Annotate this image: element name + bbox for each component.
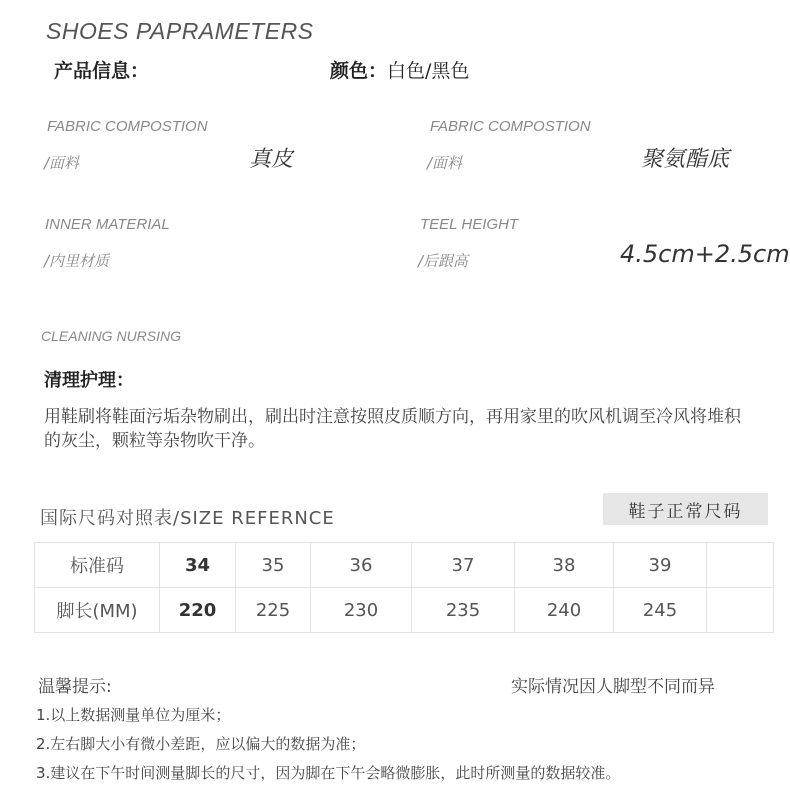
tips-title: 温馨提示: — [38, 677, 112, 697]
tip-item: 3.建议在下午时间测量脚长的尺寸，因为脚在下午会略微膨胀，此时所测量的数据较准。 — [36, 764, 621, 782]
param-4-en-label: TEEL HEIGHT — [420, 216, 519, 233]
cleaning-en-label: CLEANING NURSING — [41, 328, 182, 344]
param-4-cn-label: /后跟高 — [418, 252, 469, 270]
table-cell: 38 — [515, 543, 614, 588]
param-1-en-label: FABRIC COMPOSTION — [47, 118, 208, 135]
param-3-cn-label: /内里材质 — [44, 252, 110, 270]
table-row — [35, 543, 774, 588]
normal-size-badge: 鞋子正常尺码 — [603, 493, 768, 525]
table-cell — [707, 543, 774, 588]
table-cell: 225 — [236, 588, 311, 633]
param-2-cn-label: /面料 — [427, 154, 463, 172]
table-cell: 220 — [160, 588, 236, 633]
table-cell: 39 — [614, 543, 707, 588]
product-info-label: 产品信息： — [54, 60, 150, 82]
table-cell: 34 — [160, 543, 236, 588]
table-cell: 245 — [614, 588, 707, 633]
table-cell — [707, 588, 774, 633]
param-1-value: 真皮 — [249, 147, 294, 172]
page-title: SHOES PAPRAMETERS — [46, 18, 314, 44]
param-3-en-label: INNER MATERIAL — [45, 216, 170, 233]
param-1-cn-label: /面料 — [44, 154, 80, 172]
table-cell: 235 — [412, 588, 515, 633]
color-value: 白色/黑色 — [387, 60, 470, 82]
param-2-value: 聚氨酯底 — [641, 147, 730, 172]
tips-note: 实际情况因人脚型不同而异 — [511, 677, 715, 697]
cleaning-title: 清理护理： — [44, 370, 134, 391]
param-4-value: 4.5cm+2.5cm — [620, 240, 790, 268]
param-2-en-label: FABRIC COMPOSTION — [430, 118, 591, 135]
table-cell: 36 — [311, 543, 412, 588]
table-row — [35, 588, 774, 633]
tip-item: 1.以上数据测量单位为厘米； — [36, 706, 231, 724]
size-chart-title: 国际尺码对照表/SIZE REFERNCE — [40, 508, 335, 529]
row-label: 标准码 — [35, 543, 160, 588]
table-cell: 35 — [236, 543, 311, 588]
color-label: 颜色： — [330, 60, 388, 82]
table-cell: 240 — [515, 588, 614, 633]
tip-item: 2.左右脚大小有微小差距，应以偏大的数据为准； — [36, 735, 366, 753]
cleaning-text: 用鞋刷将鞋面污垢杂物刷出，刷出时注意按照皮质顺方向，再用家里的吹风机调至冷风将堆积的灰尘，颗粒等杂物吹干净。 — [44, 407, 741, 451]
color-info — [330, 56, 469, 83]
size-table — [34, 542, 774, 633]
table-cell: 37 — [412, 543, 515, 588]
table-cell: 230 — [311, 588, 412, 633]
row-label: 脚长(MM) — [35, 588, 160, 633]
